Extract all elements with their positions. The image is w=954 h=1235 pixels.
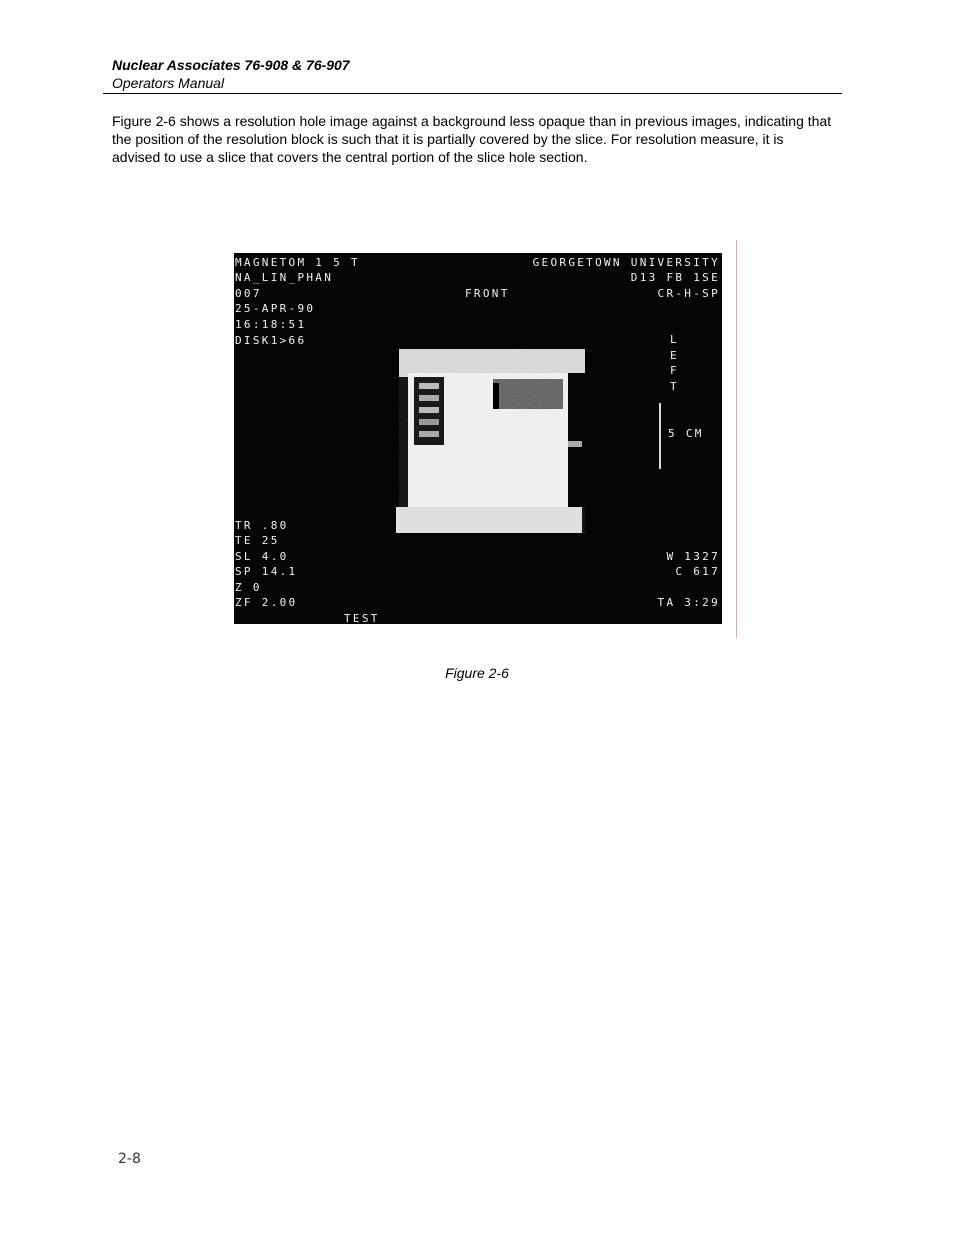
- overlay-line: Z 0: [235, 581, 262, 594]
- overlay-line: TE 25: [235, 534, 280, 547]
- overlay-line: 007: [235, 287, 262, 300]
- overlay-line: SL 4.0: [235, 550, 289, 563]
- orientation-letter: L: [670, 333, 679, 346]
- phantom-shape: [396, 349, 594, 533]
- document-title: Nuclear Associates 76-908 & 76-907: [112, 57, 350, 73]
- overlay-line: DISK1>66: [235, 334, 307, 347]
- overlay-view-label: FRONT: [465, 287, 510, 300]
- overlay-line: SP 14.1: [235, 565, 298, 578]
- margin-line: [736, 240, 737, 638]
- overlay-line: TR .80: [235, 519, 289, 532]
- mri-figure: [234, 253, 722, 624]
- overlay-line: 25-APR-90: [235, 302, 316, 315]
- overlay-line: NA_LIN_PHAN: [235, 271, 334, 284]
- orientation-letter: E: [670, 349, 679, 362]
- page-number: 2-8: [118, 1151, 141, 1167]
- overlay-line: TA 3:29: [657, 596, 720, 609]
- scale-bar: [659, 403, 661, 469]
- overlay-line: 16:18:51: [235, 318, 307, 331]
- overlay-line: GEORGETOWN UNIVERSITY: [532, 256, 720, 269]
- overlay-line: W 1327: [666, 550, 720, 563]
- overlay-line: CR-H-SP: [657, 287, 720, 300]
- overlay-test-label: TEST: [344, 612, 380, 624]
- header-rule: [103, 93, 842, 94]
- orientation-letter: F: [670, 364, 679, 377]
- document-subtitle: Operators Manual: [112, 75, 225, 91]
- scale-label: 5 CM: [668, 427, 704, 440]
- page-header: [112, 56, 842, 92]
- overlay-line: ZF 2.00: [235, 596, 298, 609]
- overlay-line: D13 FB 1SE: [630, 271, 720, 284]
- orientation-letter: T: [670, 380, 679, 393]
- figure-caption: Figure 2-6: [445, 665, 509, 681]
- overlay-line: MAGNETOM 1 5 T: [235, 256, 360, 269]
- mri-image: [234, 253, 722, 624]
- body-paragraph: Figure 2-6 shows a resolution hole image against a background less opaque than in previous images, indicating that the position of the resolution block is such that it is partially covered by the slice. For resolution measure, it is advised to use a slice that covers the central portion of the slice hole section.: [112, 113, 832, 165]
- overlay-line: C 617: [675, 565, 720, 578]
